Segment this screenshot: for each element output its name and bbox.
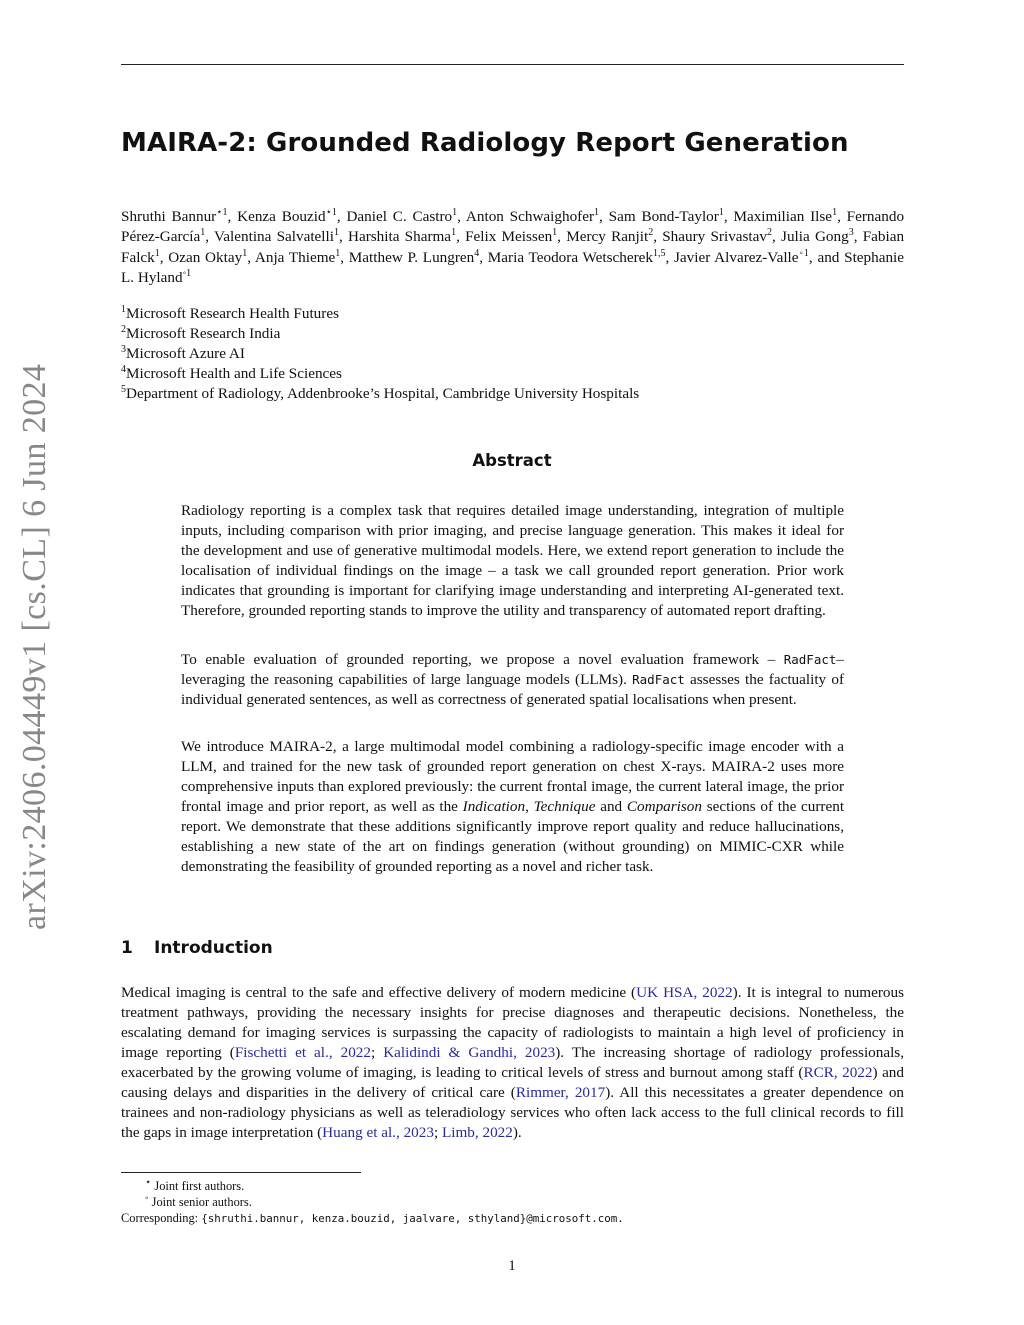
- author: Shaury Srivastav$^2$: [662, 227, 772, 246]
- corresponding-emails: {shruthi.bannur, kenza.bouzid, jaalvare, sthyland}@microsoft.com.: [201, 1212, 624, 1225]
- author: Anja Thieme$^1$: [254, 247, 341, 266]
- author: Shruthi Bannur$^{⋆1}$: [121, 206, 228, 225]
- paper-title: MAIRA-2: Grounded Radiology Report Generation: [121, 128, 849, 158]
- arxiv-identifier-stamp: arXiv:2406.04449v1 [cs.CL] 6 Jun 2024: [16, 363, 53, 930]
- footnote-joint-senior: ◦ Joint senior authors.: [145, 1192, 252, 1209]
- abstract-paragraph-3: We introduce MAIRA-2, a large multimodal model combining a radiology-specific image encoder with a LLM, and trained for the new task of grounded report generation on chest X-rays. MAIRA-2 uses more comprehensive inputs than explored previously: the current frontal image, the current lateral image, the prior frontal image and prior report, as well as the Indication, Technique and Comparison sections of the current report. We demonstrate that these additions significantly improve report quality and reduce hallucinations, establishing a new state of the art on findings generation (without grounding) on MIMIC-CXR while demonstrating the feasibility of grounded reporting as a novel and richer task.: [181, 738, 845, 875]
- section-heading-introduction: 1 Introduction: [121, 938, 273, 958]
- author: Matthew P. Lungren$^4$: [348, 247, 480, 266]
- author: Harshita Sharma$^1$: [347, 227, 457, 246]
- affiliation: $^3$Microsoft Azure AI: [121, 343, 245, 362]
- author: Fabian Falck$^1$: [121, 228, 905, 266]
- abstract-heading: Abstract: [472, 451, 552, 470]
- radfact-code: RadFact: [632, 672, 685, 687]
- footnote-corresponding: Corresponding: {shruthi.bannur, kenza.bouzid, jaalvare, sthyland}@microsoft.com.: [121, 1211, 624, 1225]
- citation-link[interactable]: Limb, 2022: [441, 1124, 513, 1141]
- author: Valentina Salvatelli$^1$: [214, 227, 339, 246]
- author: Kenza Bouzid$^{⋆1}$: [237, 206, 337, 225]
- author: Maria Teodora Wetscherek$^{1,5}$: [487, 247, 666, 266]
- author: Ozan Oktay$^1$: [168, 247, 248, 266]
- author: Daniel C. Castro$^1$: [346, 206, 458, 225]
- citation-link[interactable]: Fischetti et al., 2022: [234, 1044, 371, 1061]
- author: Mercy Ranjit$^2$: [566, 227, 654, 246]
- radfact-code: RadFact: [783, 652, 837, 667]
- abstract-paragraph-2: To enable evaluation of grounded reporting, we propose a novel evaluation framework – RadFact– leveraging the reasoning capabilities of large language models (LLMs). RadFact assesses the factuality of individual generated sentences, as well as correctness of generated spatial localisations when present.: [181, 651, 845, 708]
- author: Maximilian Ilse$^1$: [733, 206, 838, 225]
- footnote-joint-first: ⋆ Joint first authors.: [145, 1176, 245, 1193]
- footnote-rule: [121, 1172, 361, 1173]
- top-rule: [121, 64, 904, 65]
- affiliation: $^4$Microsoft Health and Life Sciences: [121, 363, 342, 382]
- author: Sam Bond-Taylor$^1$: [608, 206, 724, 225]
- affiliation: $^5$Department of Radiology, Addenbrooke’s Hospital, Cambridge University Hospitals: [121, 383, 640, 402]
- citation-link[interactable]: Kalidindi & Gandhi, 2023: [383, 1044, 556, 1061]
- introduction-paragraph: Medical imaging is central to the safe and effective delivery of modern medicine (UK HSA, 2022). It is integral to numerous treatment pathways, providing the necessary insights for precise diagnoses and therapeutic decisions. Nonetheless, the escalating demand for imaging services is surpassing the capacity of radiologists to maintain a high level of proficiency in image reporting (Fischetti et al., 2022; Kalidindi & Gandhi, 2023). The increasing shortage of radiology professionals, exacerbated by the growing volume of imaging, is leading to critical levels of stress and burnout among staff (RCR, 2022) and causing delays and disparities in the delivery of critical care (Rimmer, 2017). All this necessitates a greater dependence on trainees and non-radiology physicians as well as teleradiology services who often lack access to the full clinical records to fill the gaps in image interpretation (Huang et al., 2023; Limb, 2022).: [121, 984, 905, 1141]
- abstract-paragraph-1: Radiology reporting is a complex task that requires detailed image understanding, integration of multiple inputs, including comparison with prior imaging, and precise language generation. This makes it ideal for the development and use of generative multimodal models. Here, we extend report generation to include the localisation of individual findings on the image – a task we call grounded report generation. Prior work indicates that grounding is important for clarifying image understanding and interpreting AI-generated text. Therefore, grounded reporting stands to improve the utility and transparency of automated report drafting.: [181, 502, 844, 619]
- affiliation: $^1$Microsoft Research Health Futures: [121, 303, 339, 322]
- citation-link[interactable]: Huang et al., 2023: [322, 1124, 434, 1141]
- citation-link[interactable]: Rimmer, 2017: [515, 1084, 606, 1101]
- affiliation-list: [121, 304, 904, 404]
- author: Julia Gong$^3$: [781, 227, 854, 246]
- author: Anton Schwaighofer$^1$: [465, 206, 600, 225]
- author-list: Shruthi Bannur$^{⋆1}$, Kenza Bouzid$^{⋆1}$, Daniel C. Castro$^1$, Anton Schwaighofer$^1$, Sam Bond-Taylor$^1$, Maximilian Ilse$^1$, Fernando Pérez-García$^1$, Valentina Salvatelli$^1$, Harshita Sharma$^1$, Felix Meissen$^1$, Mercy Ranjit$^2$, Shaury Srivastav$^2$, Julia Gong$^3$, Fabian Falck$^1$, Ozan Oktay$^1$, Anja Thieme$^1$, Matthew P. Lungren$^4$, Maria Teodora Wetscherek$^{1,5}$, Javier Alvarez-Valle$^{◦1}$, and Stephanie L. Hyland$^{◦1}$: [121, 206, 905, 286]
- citation-link[interactable]: UK HSA, 2022: [636, 984, 733, 1001]
- author: Felix Meissen$^1$: [465, 227, 558, 246]
- affiliation: $^2$Microsoft Research India: [121, 323, 281, 342]
- author: Fernando Pérez-García$^1$: [121, 208, 905, 246]
- citation-link[interactable]: RCR, 2022: [803, 1064, 873, 1081]
- author: Javier Alvarez-Valle$^{◦1}$: [674, 247, 809, 266]
- page-number: 1: [508, 1258, 516, 1274]
- author: Stephanie L. Hyland$^{◦1}$: [121, 248, 905, 286]
